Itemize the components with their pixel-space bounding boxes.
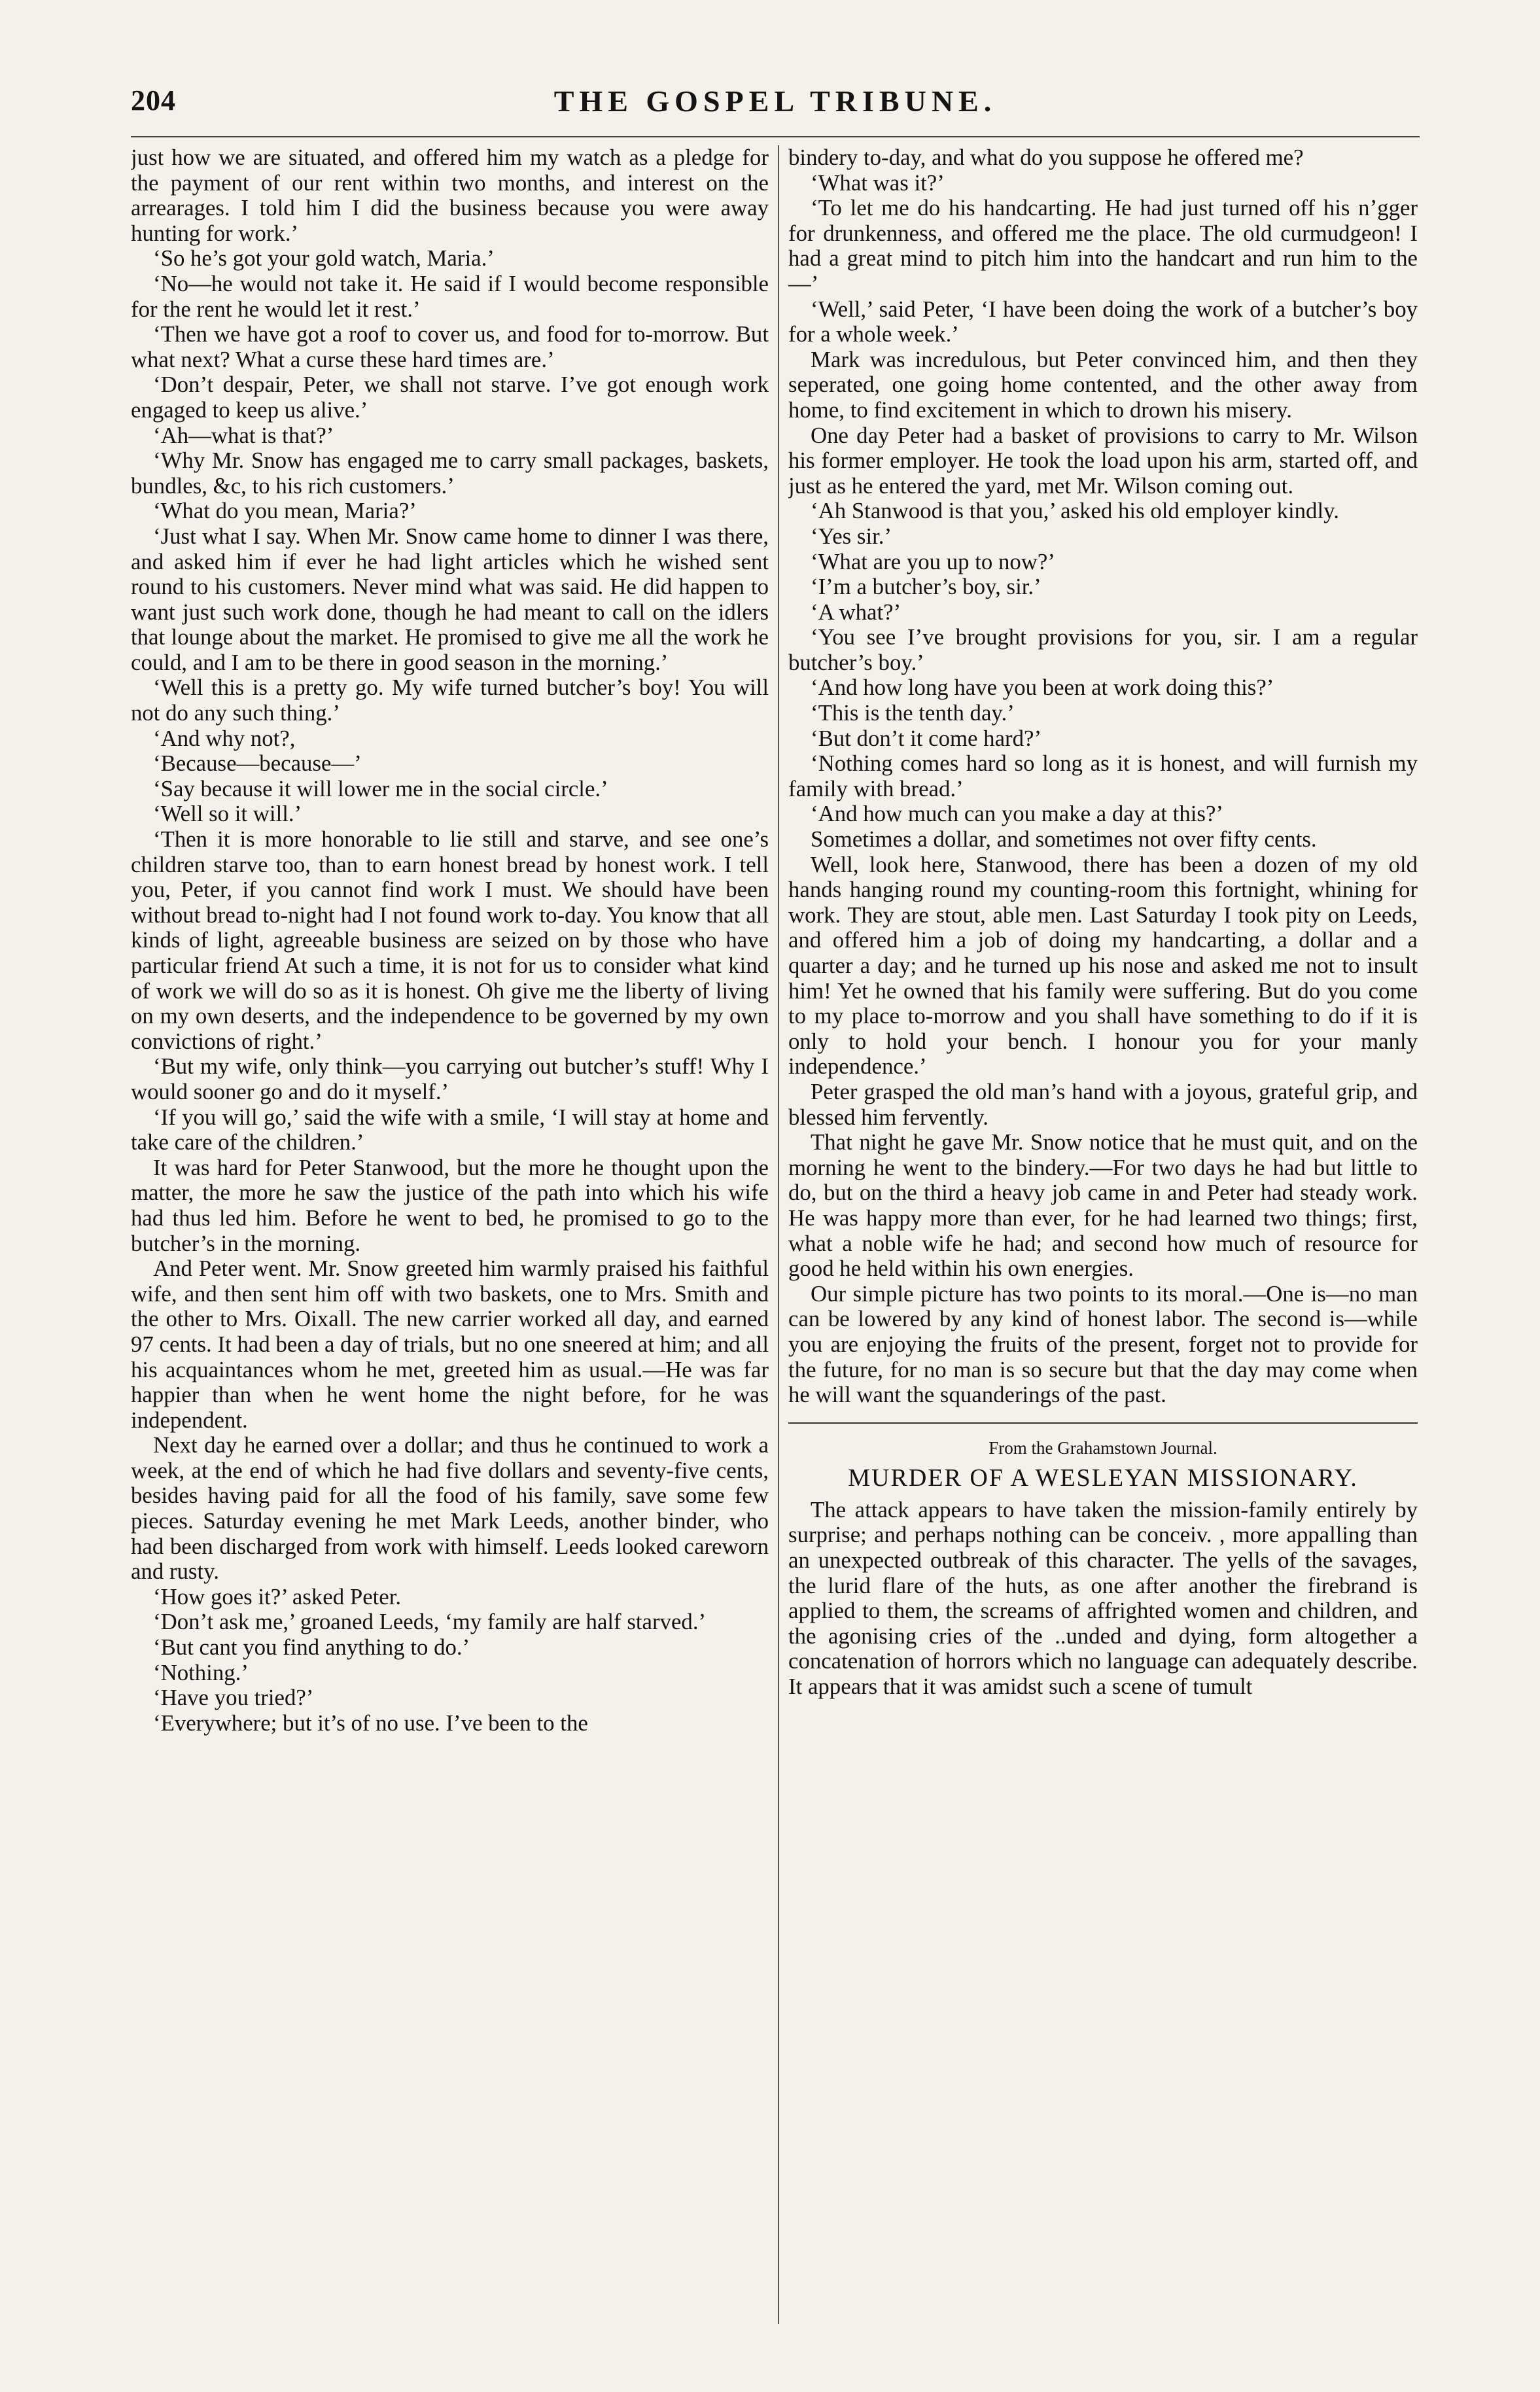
paragraph: It was hard for Peter Stanwood, but the more he thought upon the matter, the more he saw the justice of the path into which his wife had thus led him. Before he went to bed, he promised to go to the butcher’s in the morning. [131, 1154, 769, 1256]
paragraph: And Peter went. Mr. Snow greeted him warmly praised his faithful wife, and then sent him off with two baskets, one to Mrs. Smith and the other to Mrs. Oixall. The new carrier worked all day, and earned 97 cents. It had been a day of trials, but no one sneered at him; and all his acquaintances whom he met, greeted him as usual.—He was far happier than when he went home the night before, for he was independent. [131, 1256, 769, 1433]
left-column [131, 145, 769, 2324]
paragraph: ‘But don’t it come hard?’ [811, 725, 1042, 751]
paragraph: bindery to-day, and what do you suppose he offered me? [788, 145, 1304, 170]
paragraph: ‘How goes it?’ asked Peter. [153, 1583, 402, 1609]
header-rule [131, 136, 1420, 137]
article-separator-rule [788, 1422, 1418, 1424]
paragraph: ‘Because—because—’ [153, 750, 362, 777]
paragraph: Peter grasped the old man’s hand with a joyous, grateful grip, and blessed him fervently. [788, 1078, 1418, 1130]
paragraph: ‘If you will go,’ said the wife with a smile, ‘I will stay at home and take care of the children.’ [131, 1104, 769, 1155]
paragraph: ‘Have you tried?’ [153, 1685, 314, 1711]
paragraph: ‘Ah Stanwood is that you,’ asked his old employer kindly. [811, 498, 1339, 524]
right-column [788, 145, 1418, 2324]
paragraph: ‘I’m a butcher’s boy, sir.’ [811, 574, 1041, 600]
paragraph: Our simple picture has two points to its moral.—One is—no man can be lowered by any kind of honest labor. The second is—while you are enjoying the fruits of the present, forget not to provide for the future, for no man is so secure but that the day may come when he will want the squanderings of the past. [788, 1280, 1418, 1408]
paragraph: Mark was incredulous, but Peter convinced him, and then they seperated, one going home contented, and the other away from home, to find excitement in which to drown his misery. [788, 346, 1418, 423]
paragraph: ‘No—he would not take it. He said if I would become responsible for the rent he would let it rest.’ [131, 270, 769, 322]
paragraph: ‘You see I’ve brought provisions for you, sir. I am a regular butcher’s boy.’ [788, 624, 1418, 675]
column-divider [778, 145, 779, 2324]
article-body [788, 1498, 1418, 1700]
paragraph: ‘Yes sir.’ [811, 523, 892, 549]
paragraph: Next day he earned over a dollar; and thus he continued to work a week, at the end of which he had five dollars and seventy-five cents, besides having paid for all the food of his family, save some few pieces. Saturday evening he met Mark Leeds, another binder, who had been discharged from work with himself. Leeds looked careworn and rusty. [131, 1432, 769, 1585]
paragraph: ‘To let me do his handcarting. He had just turned off his n’gger for drunkenness, and offered me the place. The old curmudgeon! I had a great mind to pitch him into the handcart and run him to the—’ [788, 195, 1418, 296]
paragraph: ‘Nothing comes hard so long as it is honest, and will furnish my family with bread.’ [788, 750, 1418, 801]
paragraph: ‘And how much can you make a day at this?’ [811, 801, 1223, 827]
paragraph: ‘Well,’ said Peter, ‘I have been doing the work of a butcher’s boy for a whole week.’ [788, 296, 1418, 347]
paragraph: ‘Don’t despair, Peter, we shall not starve. I’ve got enough work engaged to keep us alive.’ [131, 372, 769, 423]
paragraph: Well, look here, Stanwood, there has been a dozen of my old hands hanging round my counting-room this fortnight, whining for work. They are stout, able men. Last Saturday I took pity on Leeds, and offered him a job of doing my handcarting, a dollar and a quarter a day; and he turned up his nose and asked me not to insult him! Yet he owned that his family were suffering. But do you come to my place to-morrow and you shall have something to do if it is only to hold your bench. I honour you for your manly independence.’ [788, 851, 1418, 1080]
article-source-line: From the Grahamstown Journal. [989, 1437, 1217, 1458]
page-header [131, 84, 1420, 130]
paragraph: ‘Then it is more honorable to lie still and starve, and see one’s children starve too, than to earn honest bread by honest work. I tell you, Peter, if you cannot find work I must. We should have been without bread to-night had I not found work to-day. You know that all kinds of light, agreeable business are seized on by those who have particular friend At such a time, it is not for us to consider what kind of work we will do so as it is honest. Oh give me the liberty of living on my own deserts, and the independence to be governed by my own convictions of right.’ [131, 826, 769, 1054]
paragraph: ‘What do you mean, Maria?’ [153, 498, 417, 524]
paragraph: The attack appears to have taken the mission-family entirely by surprise; and perhaps nothing can be conceiv. , more appalling than an unexpected outbreak of this character. The yells of the savages, the lurid flare of the huts, as one after another the firebrand is applied to them, the screams of affrighted women and children, and the agonising cries of the ..unded and dying, form altogether a concatenation of horrors which no language can adequately describe. It appears that it was amidst such a scene of tumult [788, 1496, 1418, 1700]
paragraph: ‘Just what I say. When Mr. Snow came home to dinner I was there, and asked him if ever he had light articles which he wished sent round to his customers. Never mind what was said. He did happen to want just such work done, though he had meant to call on the idlers that lounge about the market. He promised to give me all the work he could, and I am to be there in good season in the morning.’ [131, 523, 769, 675]
paragraph: ‘But my wife, only think—you carrying out butcher’s stuff! Why I would sooner go and do it myself.’ [131, 1053, 769, 1104]
paragraph: ‘This is the tenth day.’ [811, 700, 1015, 726]
paragraph: ‘What was it?’ [811, 169, 945, 196]
running-title: THE GOSPEL TRIBUNE. [553, 84, 997, 118]
paragraph: ‘Well this is a pretty go. My wife turned butcher’s boy! You will not do any such thing.’ [131, 675, 769, 726]
paragraph: ‘So he’s got your gold watch, Maria.’ [153, 245, 495, 272]
page-number: 204 [131, 84, 176, 116]
paragraph: ‘Well so it will.’ [153, 801, 302, 827]
paragraph: just how we are situated, and offered him my watch as a pledge for the payment of our rent within two months, and interest on the arrearages. I told him I did the business because you were away hunting for work.’ [131, 145, 769, 246]
paragraph: ‘Nothing.’ [153, 1659, 249, 1685]
paragraph: Sometimes a dollar, and sometimes not over fifty cents. [811, 826, 1317, 853]
paragraph: ‘Then we have got a roof to cover us, and food for to-morrow. But what next? What a curse these hard times are.’ [131, 321, 769, 372]
paragraph: ‘A what?’ [811, 599, 901, 625]
paragraph: ‘And why not?, [153, 725, 296, 751]
paragraph: ‘Why Mr. Snow has engaged me to carry small packages, baskets, bundles, &c, to his rich customers.’ [131, 448, 769, 499]
paragraph: That night he gave Mr. Snow notice that he must quit, and on the morning he went to the bindery.—For two days he had but little to do, but on the third a heavy job came in and Peter had steady work. He was happy more than ever, for he had learned two things; first, what a noble wife he had; and second how much of resource for good he held within his own energies. [788, 1129, 1418, 1282]
paragraph: ‘Don’t ask me,’ groaned Leeds, ‘my family are half starved.’ [153, 1609, 707, 1635]
paragraph: ‘What are you up to now?’ [811, 548, 1055, 574]
article-title: MURDER OF A WESLEYAN MISSIONARY. [848, 1464, 1358, 1492]
paragraph: ‘Everywhere; but it’s of no use. I’ve been to the [153, 1710, 588, 1736]
story-continuation [788, 145, 1418, 1408]
paragraph: ‘But cant you find anything to do.’ [153, 1634, 470, 1661]
paragraph: ‘Ah—what is that?’ [153, 422, 334, 448]
paragraph: One day Peter had a basket of provisions to carry to Mr. Wilson his former employer. He took the load upon his arm, started off, and just as he entered the yard, met Mr. Wilson coming out. [788, 422, 1418, 499]
paragraph: ‘Say because it will lower me in the social circle.’ [153, 775, 608, 801]
paragraph: ‘And how long have you been at work doing this?’ [811, 675, 1274, 701]
